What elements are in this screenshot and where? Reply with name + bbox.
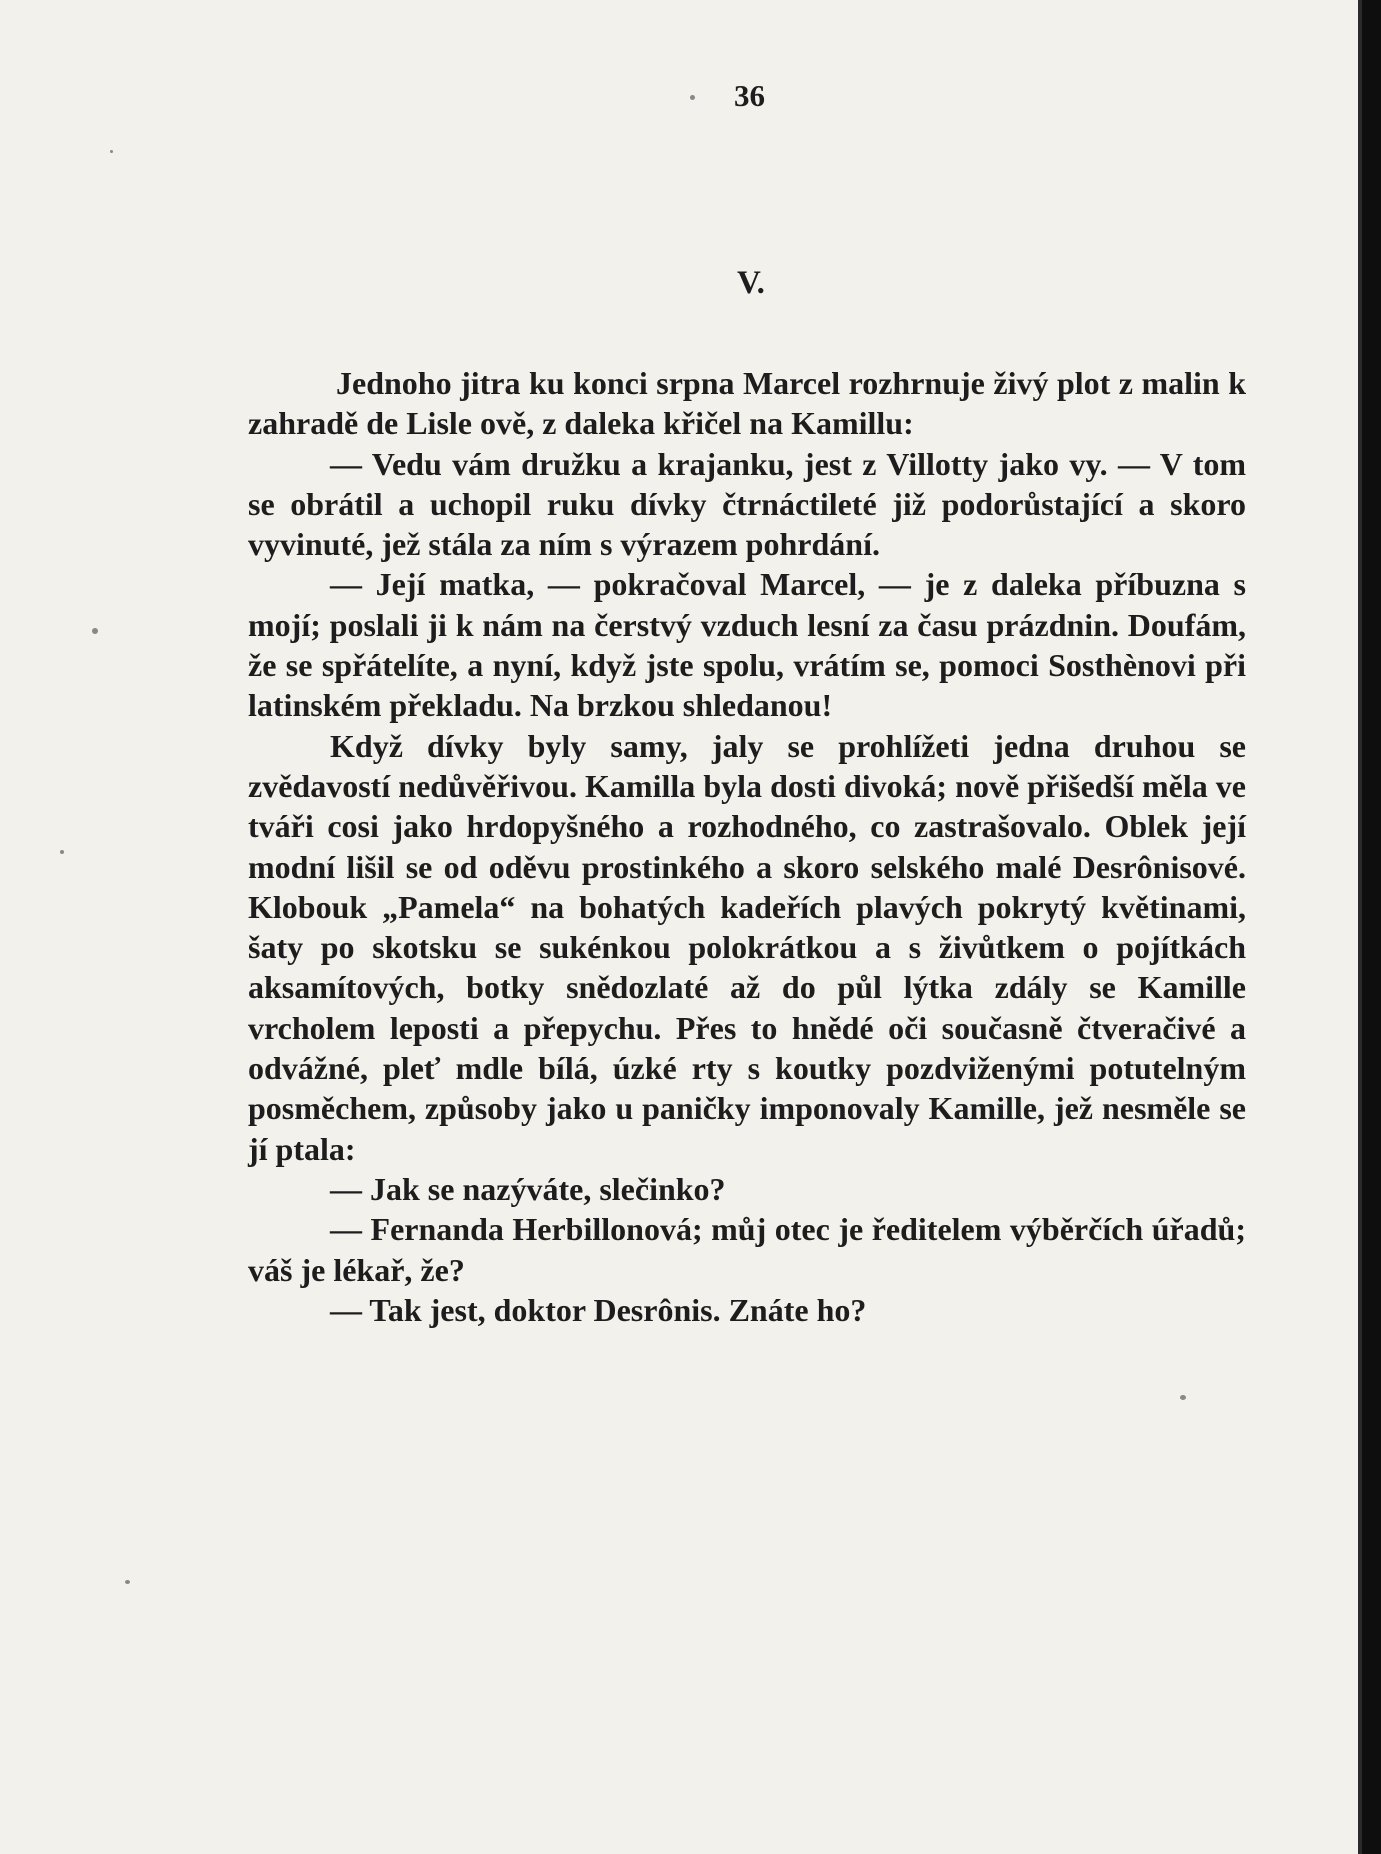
- paragraph: Když dívky byly samy, jaly se prohlížeti jedna druhou se zvědavostí nedůvěřivou. Kamilla byla dosti divoká; nově přišedší měla ve tváři cosi jako hrdopyšného a rozhodného, co zastrašovalo. Oblek její modní lišil se od oděvu prostinkého a skoro selského malé Desrônisové. Klobouk „Pamela“ na bohatých kadeřích plavých pokrytý květinami, šaty po skotsku se sukénkou polokrátkou a s živůtkem o pojítkách aksamítových, botky snědozlaté až do půl lýtka zdály se Kamille vrcholem leposti a přepychu. Přes to hnědé oči současně čtveračivé a odvážné, pleť mdle bílá, úzké rty s koutky pozdviženými potutelným posměchem, způsoby jako u paničky imponovaly Kamille, jež nesměle se jí ptala:: [248, 727, 1246, 1167]
- print-speck: [1180, 1395, 1186, 1400]
- chapter-heading: V.: [737, 265, 765, 301]
- print-speck: [92, 628, 98, 634]
- paragraph: — Tak jest, doktor Desrônis. Znáte ho?: [330, 1291, 867, 1328]
- paragraph: — Vedu vám družku a krajanku, jest z Villotty jako vy. — V tom se obrátil a uchopil ruku dívky čtrnáctileté již podorůstající a skoro vyvinuté, jež stála za ním s výrazem pohrdání.: [248, 445, 1246, 563]
- print-speck: [110, 150, 113, 153]
- print-speck: [125, 1580, 130, 1584]
- paragraph: Jednoho jitra ku konci srpna Marcel rozhrnuje živý plot z malin k zahradě de Lisle ově, z daleka křičel na Kamillu:: [248, 365, 1246, 442]
- body-text: [248, 363, 1246, 1330]
- print-speck: [690, 95, 695, 100]
- page-number: 36: [734, 78, 765, 113]
- paragraph: — Její matka, — pokračoval Marcel, — je z daleka příbuzna s mojí; poslali ji k nám na čerstvý vzduch lesní za času prázdnin. Doufám, že se spřátelíte, a nyní, když jste spolu, vrátím se, pomoci Sosthènovi při latinském překladu. Na brzkou shledanou!: [248, 566, 1246, 724]
- paragraph: — Jak se nazýváte, slečinko?: [330, 1170, 726, 1207]
- print-speck: [60, 850, 64, 854]
- scan-edge: [1362, 0, 1381, 1854]
- paragraph: — Fernanda Herbillonová; můj otec je ředitelem výběrčích úřadů; váš je lékař, že?: [248, 1211, 1246, 1288]
